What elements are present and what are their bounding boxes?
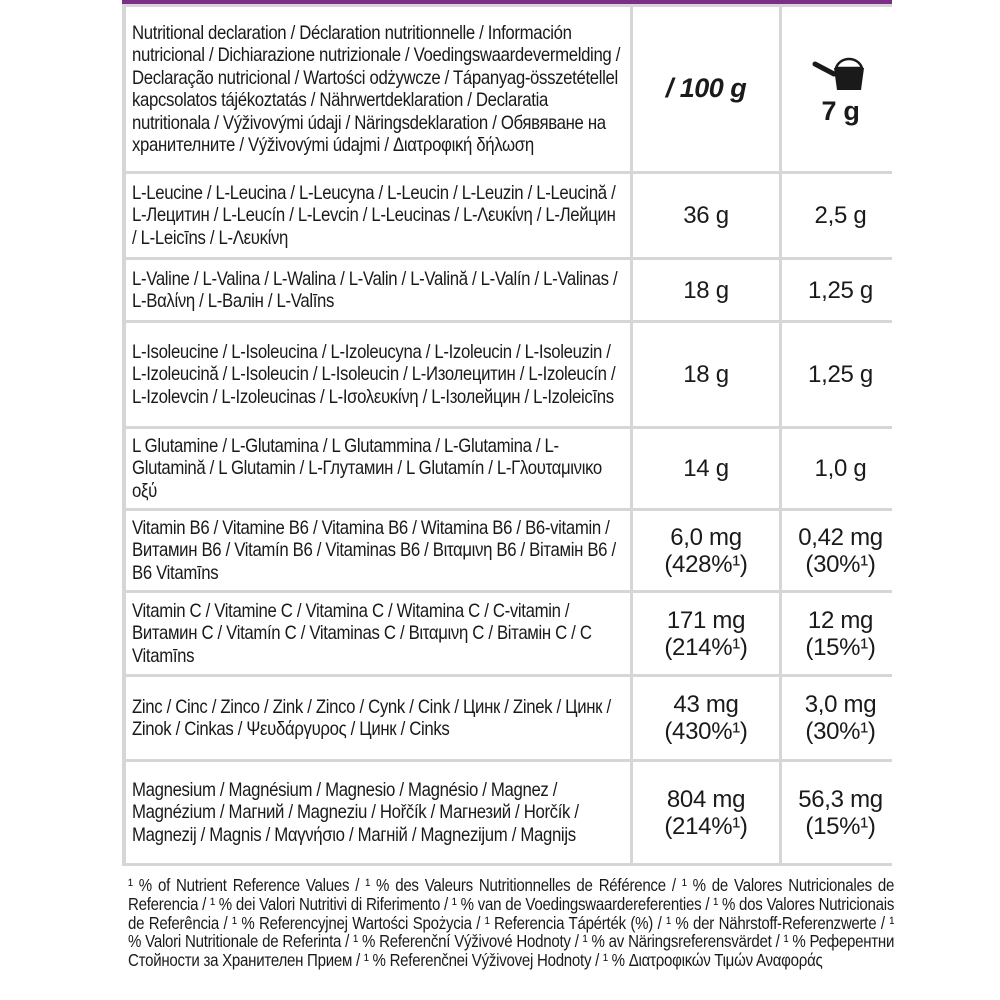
per-100g-header	[633, 7, 779, 171]
value-per-100g: 18 g	[683, 361, 729, 388]
table-row	[126, 593, 899, 674]
nrv-footnote	[128, 876, 894, 970]
portion-label: 7 g	[821, 95, 860, 126]
value-per-portion: 0,42 mg	[798, 523, 883, 551]
footnote-text: ¹ % of Nutrient Reference Values / ¹ % des Valeurs Nutritionnelles de Référence / ¹ % de Valores Nutricionales de Referencia / ¹ % dei Valori Nutritivi di Riferimento / ¹ % van de Voedingswaardereferenties / ¹ % dos Valores Nutricionais de Referência / ¹ % Referencyjnej Wartości Spożycia / ¹ Referencia Tápérték (%) / ¹ % der Nährstoff-Referenzwerte / ¹ % Valori Nutritionale de Referinta / ¹ % Referenční Výživové Hodnoty / ¹ % av Näringsreferensvärdet / ¹ % Референтни Стойности за Хранителен Прием / ¹ % Referenčnei Výživovej Hodnoty / ¹ % Διατροφικών Τιμών Αναφοράς	[128, 875, 895, 971]
nrv-percent-100g: (214%¹)	[664, 812, 748, 840]
portion-header	[782, 7, 899, 171]
value-per-portion: 1,25 g	[808, 276, 873, 304]
nutrition-table-frame	[122, 4, 892, 866]
value-per-portion: 1,0 g	[814, 455, 867, 482]
value-per-100g: 18 g	[683, 276, 729, 304]
scoop-icon	[812, 54, 870, 94]
value-per-portion: 56,3 mg	[798, 785, 883, 813]
table-row	[126, 323, 899, 426]
declaration-header	[126, 7, 630, 171]
value-per-portion: 2,5 g	[814, 202, 867, 229]
nutrient-name: L-Valine / L-Valina / L-Walina / L-Valin / L-Valină / L-Valín / L-Valinas / L-Βαλίνη / L-Валін / L-Valīns	[132, 267, 618, 312]
nrv-percent-100g: (428%¹)	[664, 550, 748, 578]
table-row	[126, 762, 899, 863]
value-per-100g: 43 mg	[673, 691, 739, 718]
nutrient-name: Magnesium / Magnésium / Magnesio / Magnésio / Magnez / Magnézium / Магний / Magneziu / Hořčík / Магнезий / Horčík / Magnezij / Magnis / Μαγνήσιο / Магній / Magnezijum / Magnijs	[132, 778, 579, 846]
nrv-percent-100g: (430%¹)	[664, 718, 748, 745]
nrv-percent-portion: (15%¹)	[805, 633, 876, 661]
nrv-percent-portion: (30%¹)	[805, 550, 876, 578]
nutrient-name: Zinc / Cinc / Zinco / Zink / Zinco / Cynk / Cink / Цинк / Zinek / Цинк / Zinok / Cinkas / Ψευδάργυρος / Цинк / Cinks	[132, 695, 611, 740]
declaration-text: Nutritional declaration / Déclaration nutritionnelle / Información nutricional / Dichiarazione nutrizionale / Voedingswaardevermelding / Declaração nutricional / Wartości odżywcze / Tápanyag-összetétellel kapcsolatos tájékoztatás / Nährwertdeklaration / Declaratia nutritionala / Výživovými údaji / Näringsdeklaration / Обявяване на хранителните / Výživovými údajmi / Διατροφική δήλωση	[132, 21, 621, 156]
value-per-100g: 171 mg	[666, 606, 746, 634]
nutrition-table	[126, 4, 899, 866]
table-header-row	[126, 7, 899, 171]
table-row	[126, 260, 899, 320]
table-row	[126, 677, 899, 759]
table-row	[126, 429, 899, 508]
per-100g-label: / 100 g	[665, 73, 747, 103]
nrv-percent-portion: (30%¹)	[805, 718, 876, 745]
nrv-percent-100g: (214%¹)	[664, 633, 748, 661]
value-per-100g: 6,0 mg	[670, 523, 742, 551]
table-row	[126, 174, 899, 257]
value-per-portion: 3,0 mg	[804, 691, 877, 718]
nutrient-name: L-Isoleucine / L-Isoleucina / L-Izoleucyna / L-Izoleucin / L-Isoleuzin / L-Izoleucină / L-Isoleucin / L-Isoleucin / L-Изолецитин / L-Izoleucín / L-Izolevcin / L-Izoleucinas / L-Ισολευκίνη / L-Ізолейцин / L-Izoleicīns	[132, 340, 616, 408]
table-row	[126, 511, 899, 590]
value-per-portion: 1,25 g	[808, 361, 873, 388]
value-per-portion: 12 mg	[807, 606, 874, 634]
nutrient-name: L Glutamine / L-Glutamina / L Glutammina / L-Glutamina / L-Glutamină / L Glutamin / L-Глутамин / L Glutamín / L-Γλουταμινικο οξύ	[132, 434, 602, 502]
value-per-100g: 14 g	[683, 455, 729, 482]
value-per-100g: 36 g	[683, 202, 729, 229]
value-per-100g: 804 mg	[666, 785, 746, 813]
nrv-percent-portion: (15%¹)	[805, 812, 876, 840]
nutrient-name: Vitamin B6 / Vitamine B6 / Vitamina B6 / Witamina B6 / B6-vitamin / Витамин B6 / Vitamín B6 / Vitaminas B6 / Βιταμινη B6 / Вітамін B6 / B6 Vitamīns	[132, 516, 616, 584]
nutrient-name: Vitamin C / Vitamine C / Vitamina C / Witamina C / C-vitamin / Витамин C / Vitamín C / Vitaminas C / Βιταμινη C / Вітамін C / C Vitamīns	[132, 599, 592, 667]
nutrient-name: L-Leucine / L-Leucina / L-Leucyna / L-Leucin / L-Leuzin / L-Leucină / L-Лецитин / L-Leucín / L-Levcin / L-Leucinas / L-Λευκίνη / L-Лейцин / L-Leicīns / L-Λευκίνη	[132, 181, 616, 249]
